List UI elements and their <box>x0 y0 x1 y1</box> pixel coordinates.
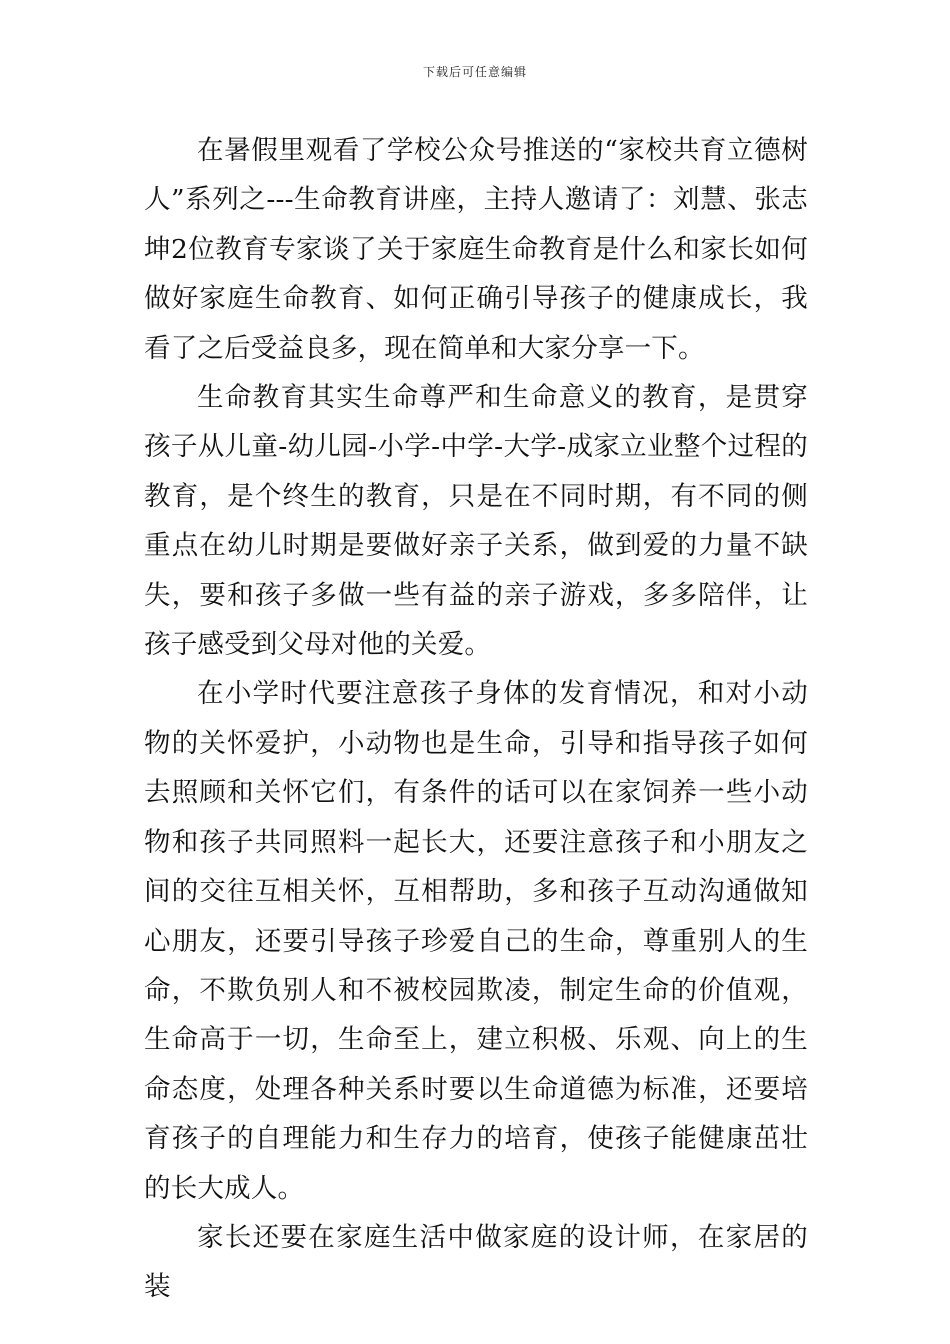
page-header: 下载后可任意编辑 <box>422 65 527 79</box>
paragraph-2: 生命教育其实生命尊严和生命意义的教育，是贯穿孩子从儿童-幼儿园-小学-中学-大学-成家立业整个过程的教育，是个终生的教育，只是在不同时期，有不同的侧重点在幼儿时期是要做好亲子关系，做到爱的力量不缺失，要和孩子多做一些有益的亲子游戏，多多陪伴，让孩子感受到父母对他的关爱。 <box>144 382 808 661</box>
paragraph-4: 家长还要在家庭生活中做家庭的设计师，在家居的装 <box>144 1221 808 1303</box>
paragraph-3: 在小学时代要注意孩子身体的发育情况，和对小动物的关怀爱护，小动物也是生命，引导和指导孩子如何去照顾和关怀它们，有条件的话可以在家饲养一些小动物和孩子共同照料一起长大，还要注意孩子和小朋友之间的交往互相关怀，互相帮助，多和孩子互动沟通做知心朋友，还要引导孩子珍爱自己的生命，尊重别人的生命，不欺负别人和不被校园欺凌，制定生命的价值观，生命高于一切，生命至上，建立积极、乐观、向上的生命态度，处理各种关系时要以生命道德为标准，还要培育孩子的自理能力和生存力的培育，使孩子能健康茁壮的长大成人。 <box>144 678 808 1204</box>
document-body <box>144 126 808 1312</box>
paragraph-1: 在暑假里观看了学校公众号推送的“家校共育立德树人”系列之---生命教育讲座，主持人邀请了：刘慧、张志坤2位教育专家谈了关于家庭生命教育是什么和家长如何做好家庭生命教育、如何正确引导孩子的健康成长，我看了之后受益良多，现在简单和大家分享一下。 <box>144 135 808 364</box>
